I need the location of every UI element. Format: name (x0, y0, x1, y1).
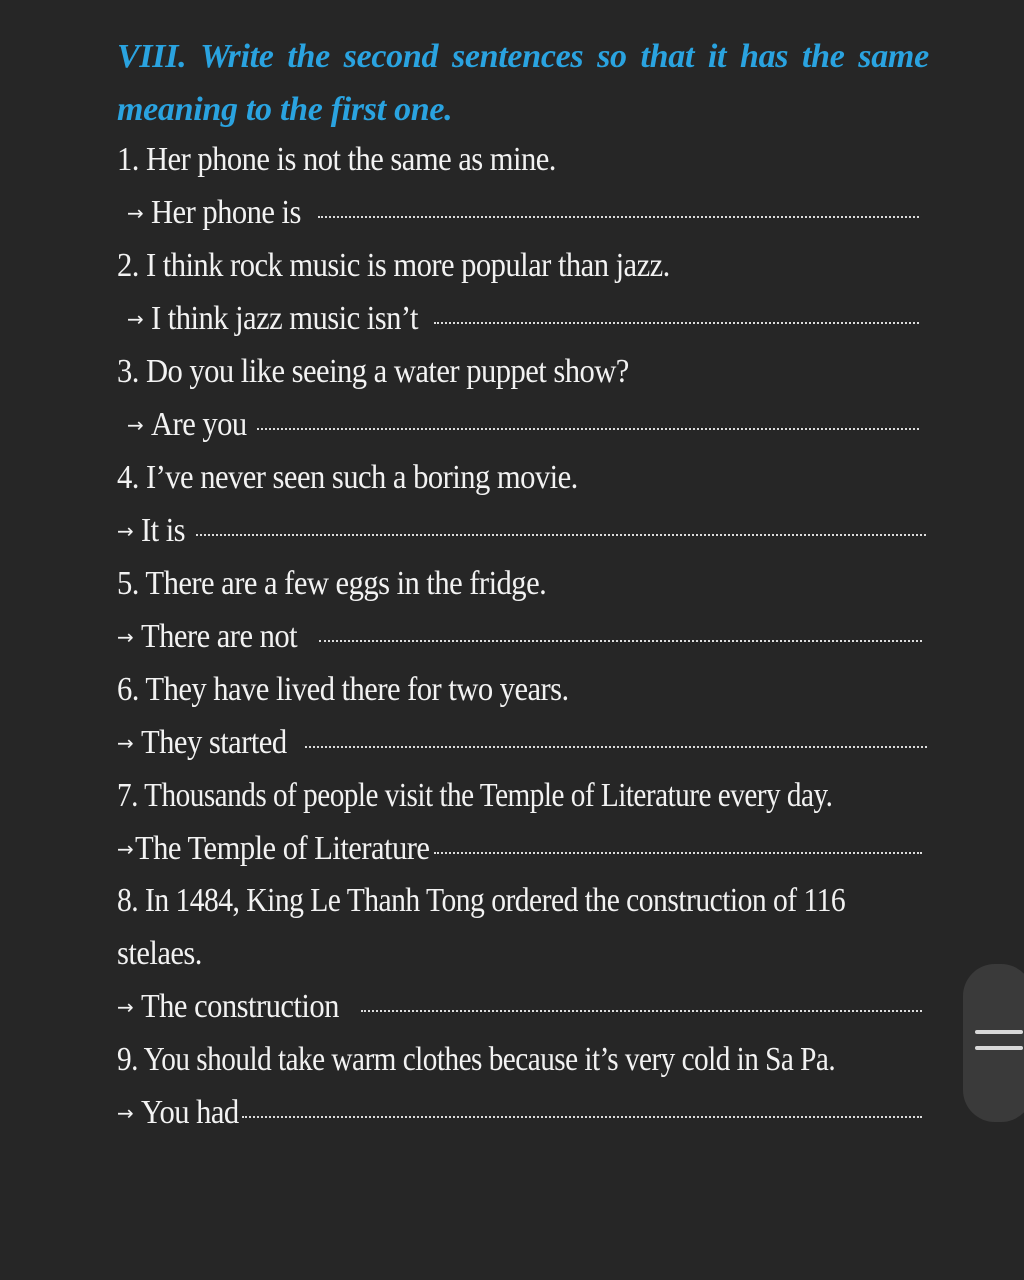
answer-blank-5 (319, 640, 922, 642)
question-4: 4. I’ve never seen such a boring movie. (117, 459, 578, 496)
question-6: 6. They have lived there for two years. (117, 671, 569, 708)
answer-lead-2: I think jazz music isn’t (151, 300, 419, 337)
heading-word: has (739, 38, 789, 75)
answer-line-3 (127, 405, 919, 448)
answer-line-4 (117, 511, 926, 554)
arrow-icon: → (117, 731, 134, 755)
arrow-icon: → (127, 201, 144, 225)
answer-blank-8 (361, 1010, 922, 1012)
answer-lead-1: Her phone is (151, 194, 302, 231)
answer-line-1 (127, 193, 919, 236)
heading-word: that (640, 38, 695, 75)
answer-lead-8: The construction (141, 988, 340, 1025)
answer-lead-3: Are you (151, 406, 247, 443)
question-3: 3. Do you like seeing a water puppet show? (117, 353, 629, 390)
answer-line-2 (127, 299, 919, 342)
heading-word: so (597, 38, 627, 75)
answer-lead-9: You had (141, 1094, 239, 1131)
heading-word: sentences (451, 38, 584, 75)
answer-line-7 (117, 829, 922, 872)
answer-lead-7: The Temple of Literature (135, 830, 430, 867)
arrow-icon: → (117, 1101, 134, 1125)
heading-line-2: meaning to the first one. (117, 91, 453, 128)
answer-line-5 (117, 617, 922, 660)
heading-word: second (343, 38, 439, 75)
heading-word: the (287, 38, 330, 75)
answer-lead-6: They started (141, 724, 287, 761)
scroll-handle[interactable] (963, 964, 1024, 1122)
answer-blank-3 (257, 428, 919, 430)
heading-word: it (707, 38, 727, 75)
question-7: 7. Thousands of people visit the Temple of Literature every day. (117, 777, 833, 814)
heading-line-1 (117, 30, 929, 83)
answer-blank-4 (196, 534, 926, 536)
answer-blank-7 (434, 852, 922, 854)
question-8-continued: stelaes. (117, 935, 202, 972)
answer-blank-2 (434, 322, 919, 324)
question-8: 8. In 1484, King Le Thanh Tong ordered the construction of 116 (117, 882, 846, 919)
question-5: 5. There are a few eggs in the fridge. (117, 565, 547, 602)
arrow-icon: → (127, 307, 144, 331)
answer-blank-9 (242, 1116, 922, 1118)
answer-line-6 (117, 723, 927, 766)
answer-blank-6 (305, 746, 927, 748)
heading-word: Write (200, 38, 274, 75)
arrow-icon: → (117, 995, 134, 1019)
question-9: 9. You should take warm clothes because it’s very cold in Sa Pa. (117, 1041, 836, 1078)
answer-lead-4: It is (141, 512, 186, 549)
answer-line-9 (117, 1093, 922, 1136)
heading-word: VIII. (117, 38, 187, 75)
answer-blank-1 (318, 216, 919, 218)
answer-line-8 (117, 987, 922, 1030)
arrow-icon: → (117, 519, 134, 543)
exercise-heading (117, 30, 929, 136)
heading-word: the (801, 38, 845, 75)
heading-word: same (858, 38, 929, 75)
arrow-icon: → (117, 625, 134, 649)
answer-lead-5: There are not (141, 618, 298, 655)
arrow-icon: → (117, 837, 134, 861)
grip-line-icon (975, 1030, 1023, 1034)
question-2: 2. I think rock music is more popular than jazz. (117, 247, 670, 284)
grip-line-icon (975, 1046, 1023, 1050)
question-1: 1. Her phone is not the same as mine. (117, 141, 556, 178)
arrow-icon: → (127, 413, 144, 437)
